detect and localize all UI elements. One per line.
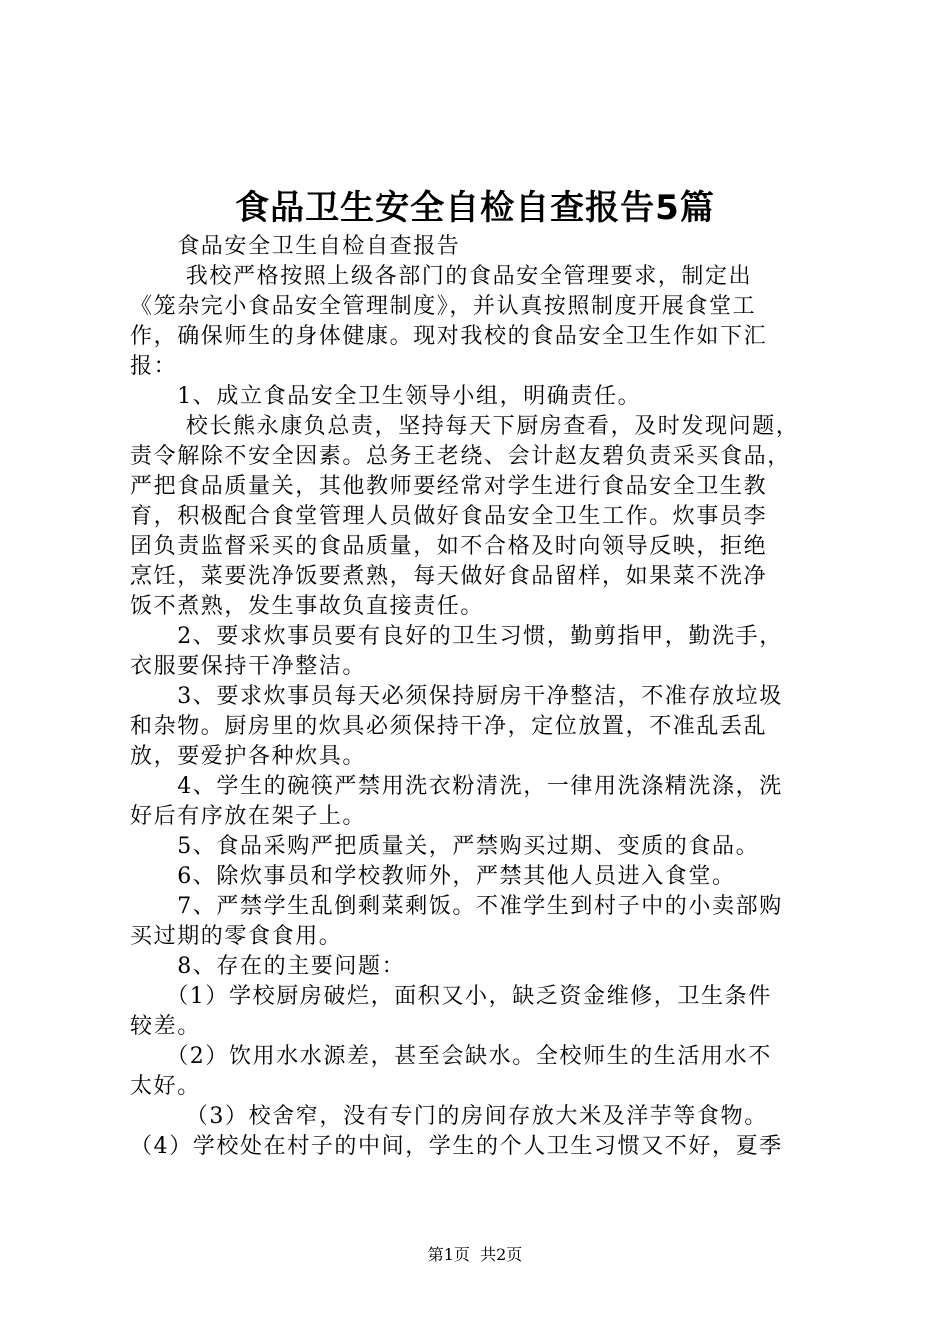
body-line: 育，积极配合食堂管理人员做好食品安全卫生工作。炊事员李	[130, 504, 768, 529]
body-line: 我校严格按照上级各部门的食品安全管理要求，制定出	[130, 264, 753, 289]
body-line: 饭不煮熟，发生事故负直接责任。	[130, 594, 485, 619]
body-line: （4）学校处在村子的中间，学生的个人卫生习惯又不好，夏季	[130, 1134, 783, 1159]
page-number-footer: 第1页 共2页	[427, 1245, 523, 1264]
body-line: （3）校舍窄，没有专门的房间存放大米及洋芋等食物。	[130, 1104, 768, 1129]
document-title: 食品卫生安全自检自查报告5篇	[235, 188, 715, 228]
body-line: 和杂物。厨房里的炊具必须保持干净，定位放置，不准乱丢乱	[130, 714, 768, 739]
body-line: 烹饪，菜要洗净饭要煮熟，每天做好食品留样，如果菜不洗净	[130, 564, 768, 589]
body-line: 5、食品采购严把质量关，严禁购买过期、变质的食品。	[130, 834, 760, 859]
body-line: 1、成立食品安全卫生领导小组，明确责任。	[130, 384, 642, 409]
body-line: （2）饮用水水源差，甚至会缺水。全校师生的生活用水不	[130, 1044, 772, 1069]
body-line: 衣服要保持干净整洁。	[130, 654, 367, 679]
body-line: 2、要求炊事员要有良好的卫生习惯，勤剪指甲，勤洗手，	[130, 624, 783, 649]
body-line: 食品安全卫生自检自查报告	[130, 234, 461, 259]
body-line: 4、学生的碗筷严禁用洗衣粉清洗，一律用洗涤精洗涤，洗	[130, 774, 783, 799]
document-body	[130, 232, 830, 1162]
body-line: 较差。	[130, 1014, 201, 1039]
body-line: （1）学校厨房破烂，面积又小，缺乏资金维修，卫生条件	[130, 984, 772, 1009]
body-line: 放，要爱护各种炊具。	[130, 744, 367, 769]
body-line: 严把食品质量关，其他教师要经常对学生进行食品安全卫生教	[130, 474, 768, 499]
body-line: 囝负责监督采买的食品质量，如不合格及时向领导反映，拒绝	[130, 534, 768, 559]
body-line: 8、存在的主要问题：	[130, 954, 406, 979]
body-line: 好后有序放在架子上。	[130, 804, 367, 829]
body-line: 太好。	[130, 1074, 201, 1099]
body-line: 6、除炊事员和学校教师外，严禁其他人员进入食堂。	[130, 864, 736, 889]
body-line: 买过期的零食食用。	[130, 924, 343, 949]
body-line: 3、要求炊事员每天必须保持厨房干净整洁，不准存放垃圾	[130, 684, 783, 709]
body-line: 责令解除不安全因素。总务王老绕、会计赵友碧负责采买食品，	[130, 444, 791, 469]
body-line: 报：	[130, 354, 178, 379]
body-line: 7、严禁学生乱倒剩菜剩饭。不准学生到村子中的小卖部购	[130, 894, 783, 919]
body-line: 《笼杂完小食品安全管理制度》，并认真按照制度开展食堂工	[130, 294, 757, 319]
body-line: 校长熊永康负总责，坚持每天下厨房查看，及时发现问题，	[130, 414, 800, 439]
body-line: 作，确保师生的身体健康。现对我校的食品安全卫生作如下汇	[130, 324, 768, 349]
